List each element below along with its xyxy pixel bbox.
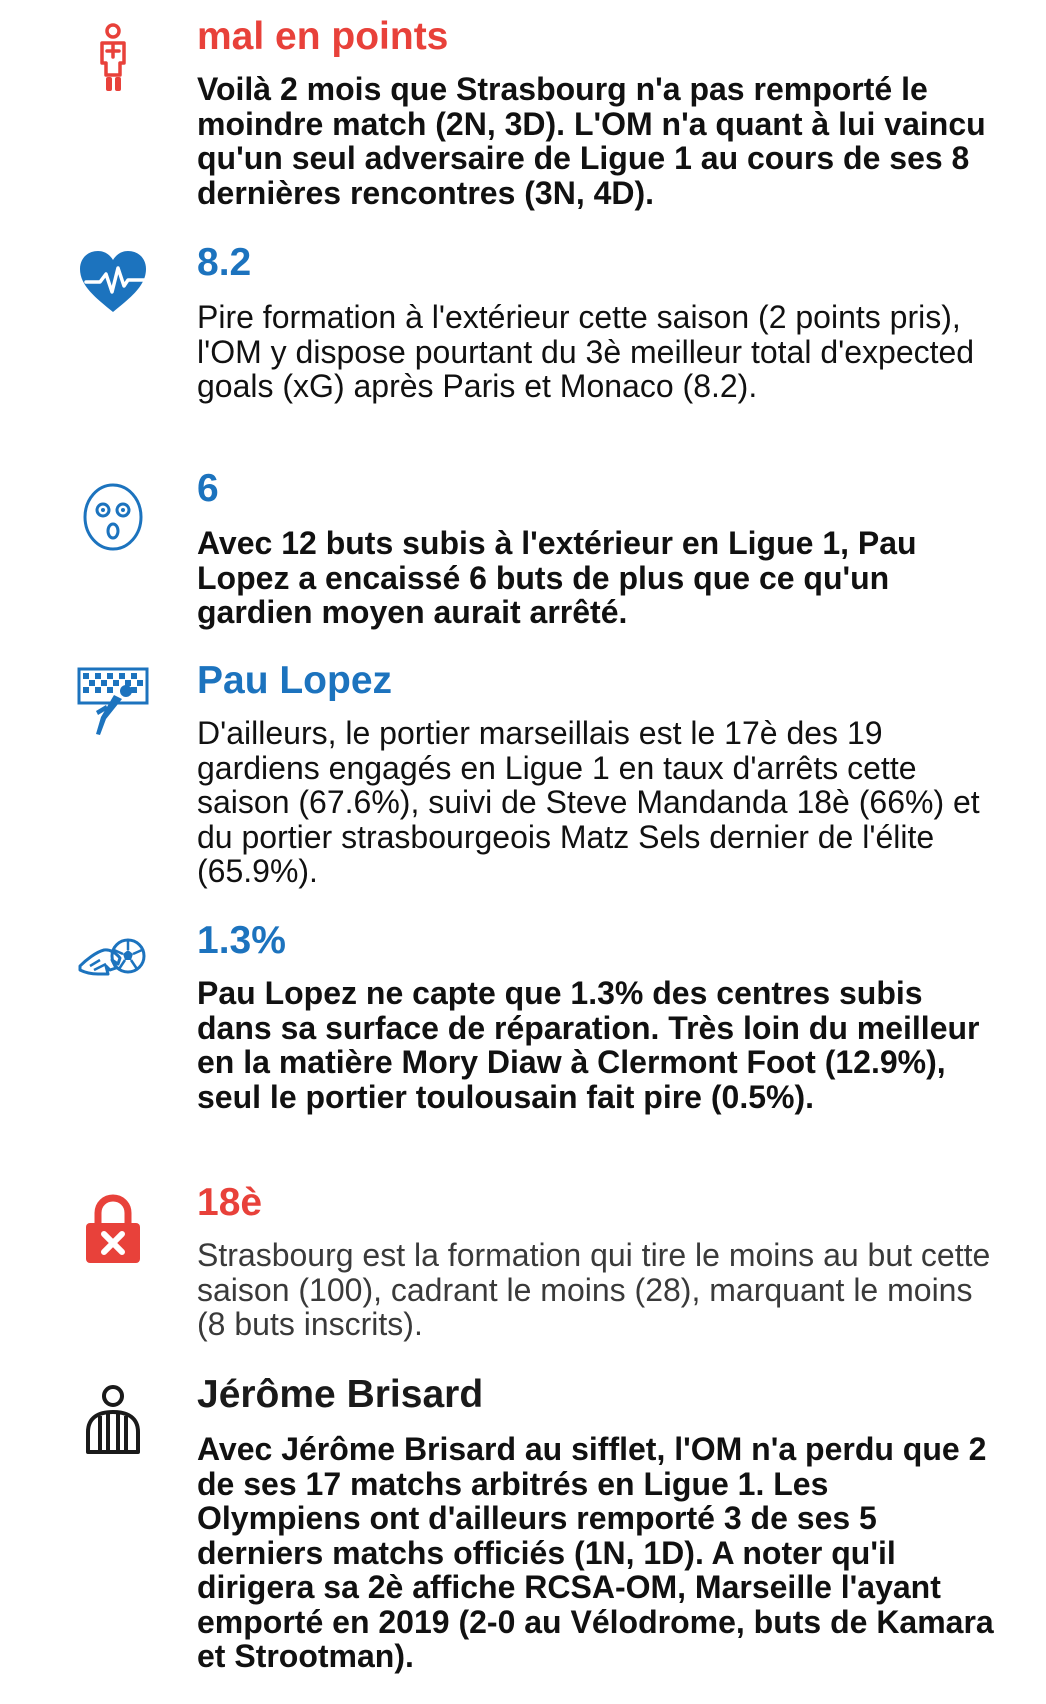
locked-padlock-icon bbox=[76, 1193, 150, 1267]
item-text: Pire formation à l'extérieur cette saison (2 points pris), l'OM y dispose pourtant du 3è meilleur total d'expected goals (xG) après Paris et Monaco (8.2). bbox=[197, 299, 975, 404]
referee-icon bbox=[76, 1384, 150, 1458]
item-text: Avec Jérôme Brisard au sifflet, l'OM n'a perdu que 2 de ses 17 matchs arbitrés en Ligue 1. Les Olympiens ont d'ailleurs remporté 3 de ses 5 derniers matchs officiés (1N, 1D). A noter qu'il dirigera sa 2è affiche RCSA-OM, Marseille l'ayant emporté en 2019 (2-0 au Vélodrome, buts de Kamara et Strootman). bbox=[197, 1431, 994, 1674]
glove-catching-ball-icon bbox=[76, 920, 150, 994]
item-text: Voilà 2 mois que Strasbourg n'a pas remporté le moindre match (2N, 3D). L'OM n'a quant à lui vaincu qu'un seul adversaire de Ligue 1 au cours de ses 8 dernières rencontres (3N, 4D). bbox=[197, 71, 986, 211]
item-title: mal en points bbox=[197, 15, 449, 58]
item-text: Avec 12 buts subis à l'extérieur en Ligue 1, Pau Lopez a encaissé 6 buts de plus que ce qu'un gardien moyen aurait arrêté. bbox=[197, 525, 917, 630]
item-text: Pau Lopez ne capte que 1.3% des centres subis dans sa surface de réparation. Très loin du meilleur en la matière Mory Diaw à Clermont Foot (12.9%), seul le portier toulousain fait pire (0.5%). bbox=[197, 975, 980, 1115]
injured-player-icon bbox=[76, 21, 150, 95]
item-title: 6 bbox=[197, 467, 219, 510]
item-text: Strasbourg est la formation qui tire le moins au but cette saison (100), cadrant le moins (28), marquant le moins (8 buts inscrits). bbox=[197, 1237, 991, 1342]
item-title: Jérôme Brisard bbox=[197, 1373, 484, 1416]
item-title: 1.3% bbox=[197, 919, 286, 962]
shocked-face-icon bbox=[76, 480, 150, 554]
item-title: 18è bbox=[197, 1181, 263, 1224]
goalkeeper-net-icon bbox=[76, 665, 150, 739]
heartbeat-icon bbox=[76, 246, 150, 320]
item-text: D'ailleurs, le portier marseillais est le 17è des 19 gardiens engagés en Ligue 1 en taux d'arrêts cette saison (67.6%), suivi de Steve Mandanda 18è (66%) et du portier strasbourgeois Matz Sels dernier de l'élite (65.9%). bbox=[197, 715, 980, 889]
item-title: Pau Lopez bbox=[197, 659, 393, 702]
item-title: 8.2 bbox=[197, 241, 252, 284]
